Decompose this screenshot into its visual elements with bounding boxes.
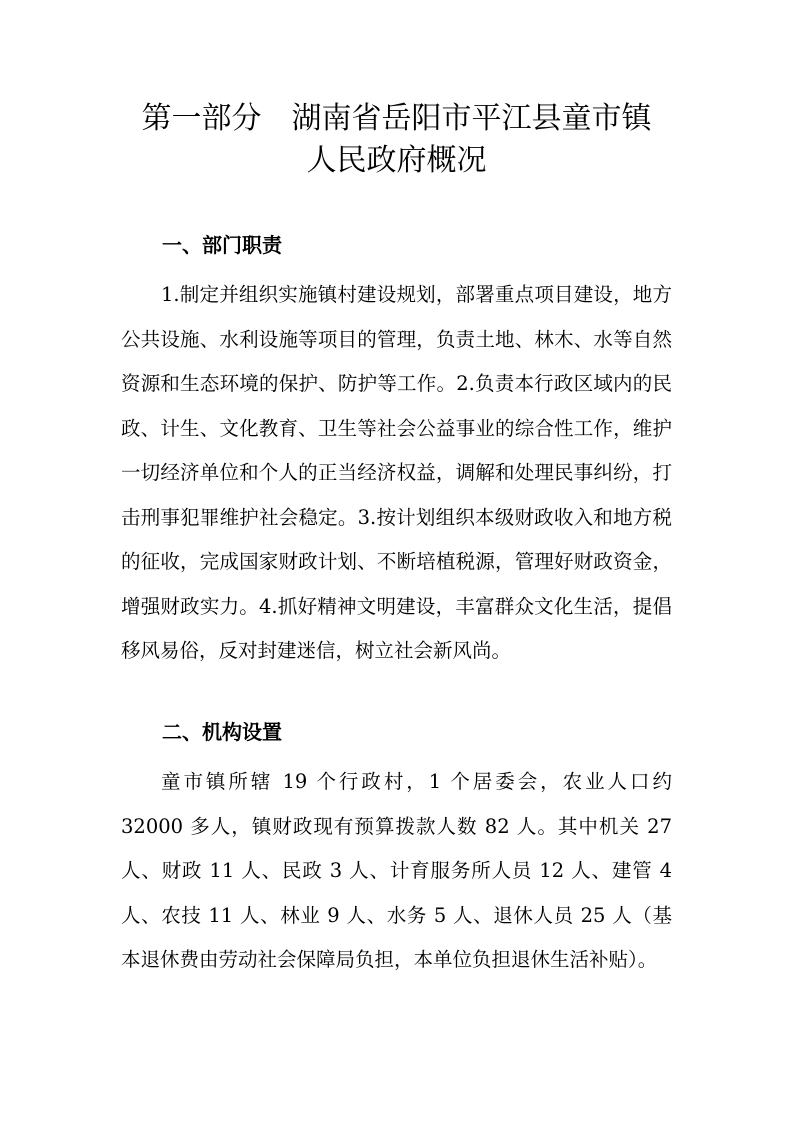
section-body-duties: 1.制定并组织实施镇村建设规划，部署重点项目建设，地方公共设施、水利设施等项目的管理，负责土地、林木、水等自然资源和生态环境的保护、防护等工作。2.负责本行政区域内的民政、计生、文化教育、卫生等社会公益事业的综合性工作，维护一切经济单位和个人的正当经济权益，调解和处理民事纠纷，打击刑事犯罪维护社会稳定。3.按计划组织本级财政收入和地方税的征收，完成国家财政计划、不断培植税源，管理好财政资金，增强财政实力。4.抓好精神文明建设，丰富群众文化生活，提倡移风易俗，反对封建迷信，树立社会新风尚。: [121, 283, 672, 662]
section-heading-duties: 一、部门职责: [162, 233, 282, 257]
title-line-2: 人民政府概况: [306, 143, 487, 178]
page-title: [0, 98, 793, 182]
title-line-1: 第一部分 湖南省岳阳市平江县童市镇: [141, 101, 652, 136]
section-heading-organization: 二、机构设置: [162, 720, 282, 744]
section-body-organization: 童市镇所辖 19 个行政村，1 个居委会，农业人口约 32000 多人，镇财政现有预算拨款人数 82 人。其中机关 27 人、财政 11 人、民政 3 人、计育服务所人员 12 人、建管 4 人、农技 11 人、林业 9 人、水务 5 人、退休人员 25 人（基本退休费由劳动社会保障局负担，本单位负担退休生活补贴）。: [121, 770, 672, 971]
